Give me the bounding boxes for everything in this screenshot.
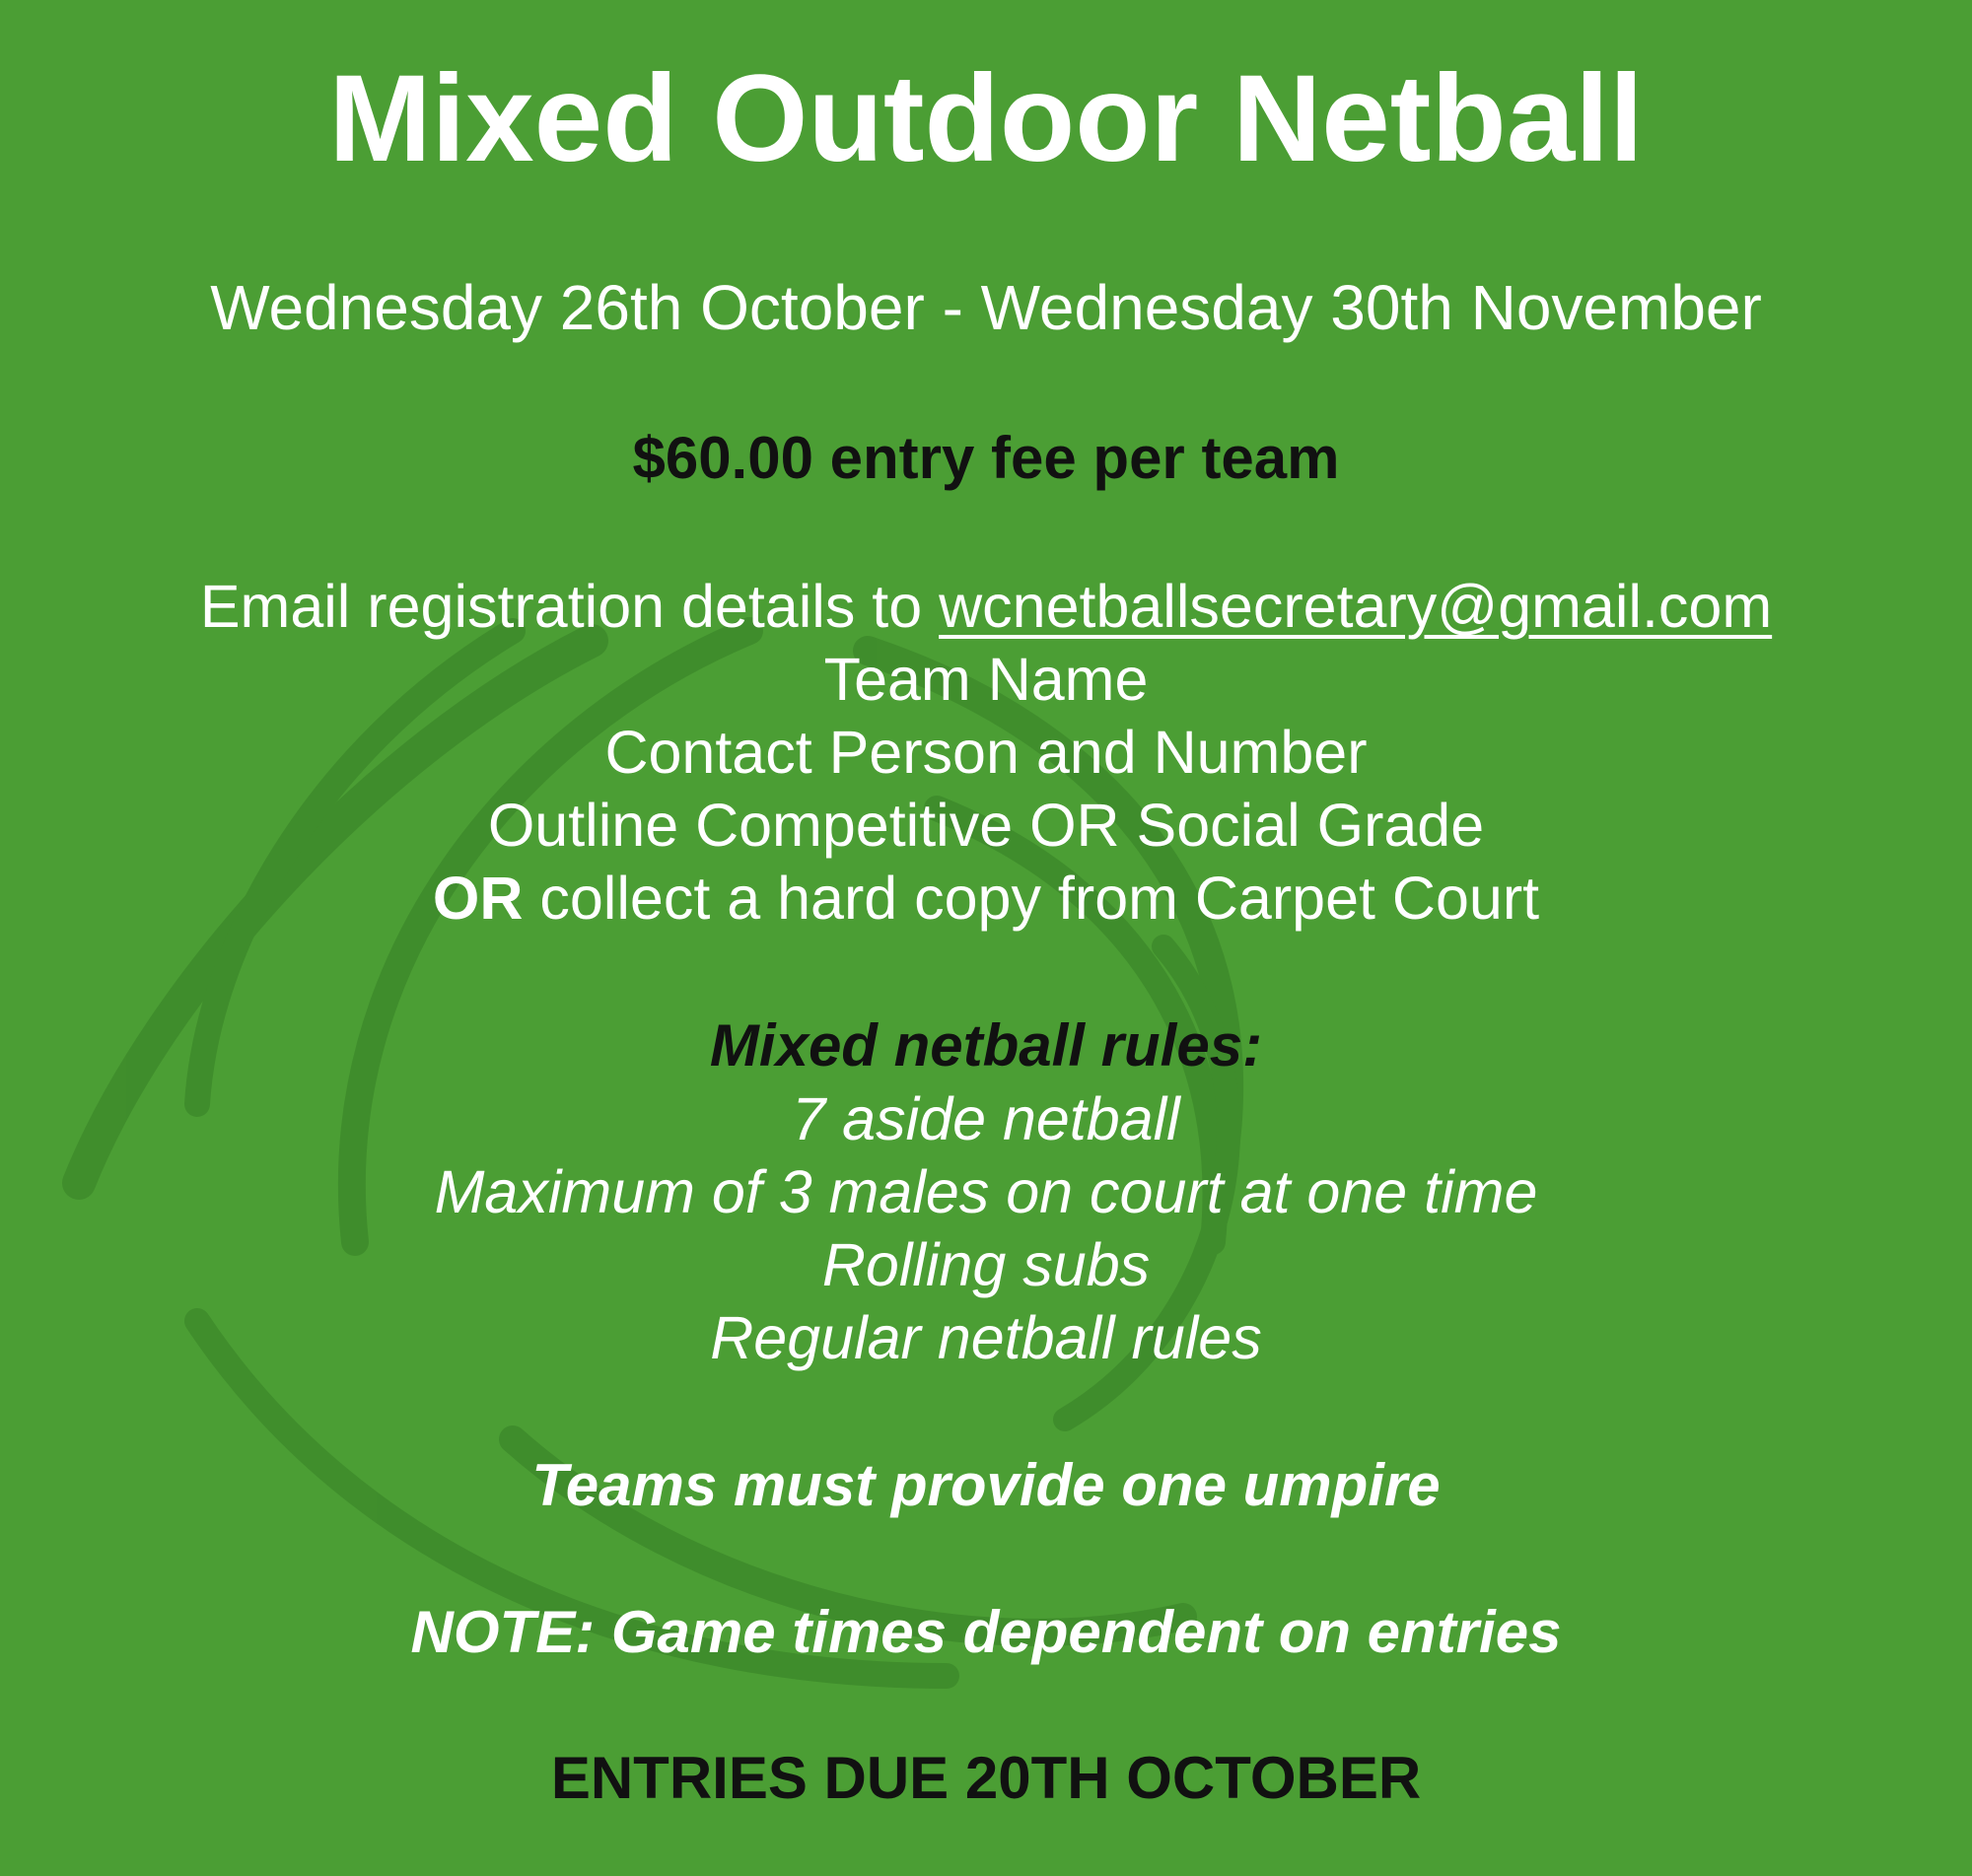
hard-copy-alternative	[0, 865, 1972, 932]
registration-item-grade: Outline Competitive OR Social Grade	[487, 792, 1485, 859]
game-times-note: NOTE: Game times dependent on entries	[410, 1599, 1562, 1665]
umpire-note: Teams must provide one umpire	[531, 1452, 1441, 1518]
entry-fee: $60.00 entry fee per team	[632, 425, 1340, 491]
secretary-email-link[interactable]: wcnetballsecretary@gmail.com	[939, 573, 1773, 640]
entries-deadline: ENTRIES DUE 20TH OCTOBER	[550, 1745, 1422, 1811]
hard-copy-text: collect a hard copy from Carpet Court	[523, 865, 1540, 932]
rule-item: Maximum of 3 males on court at one time	[434, 1158, 1538, 1225]
registration-instruction	[0, 573, 1972, 640]
poster-title: Mixed Outdoor Netball	[328, 50, 1644, 187]
rule-item: Rolling subs	[821, 1231, 1151, 1298]
registration-item-team-name: Team Name	[823, 646, 1149, 713]
hard-copy-or: OR	[432, 865, 524, 932]
event-dates: Wednesday 26th October - Wednesday 30th November	[210, 272, 1762, 343]
rule-item: 7 aside netball	[792, 1085, 1180, 1152]
registration-item-contact: Contact Person and Number	[604, 719, 1368, 786]
rule-item: Regular netball rules	[710, 1304, 1262, 1371]
rules-heading: Mixed netball rules:	[709, 1012, 1263, 1078]
registration-prefix: Email registration details to	[199, 573, 940, 640]
